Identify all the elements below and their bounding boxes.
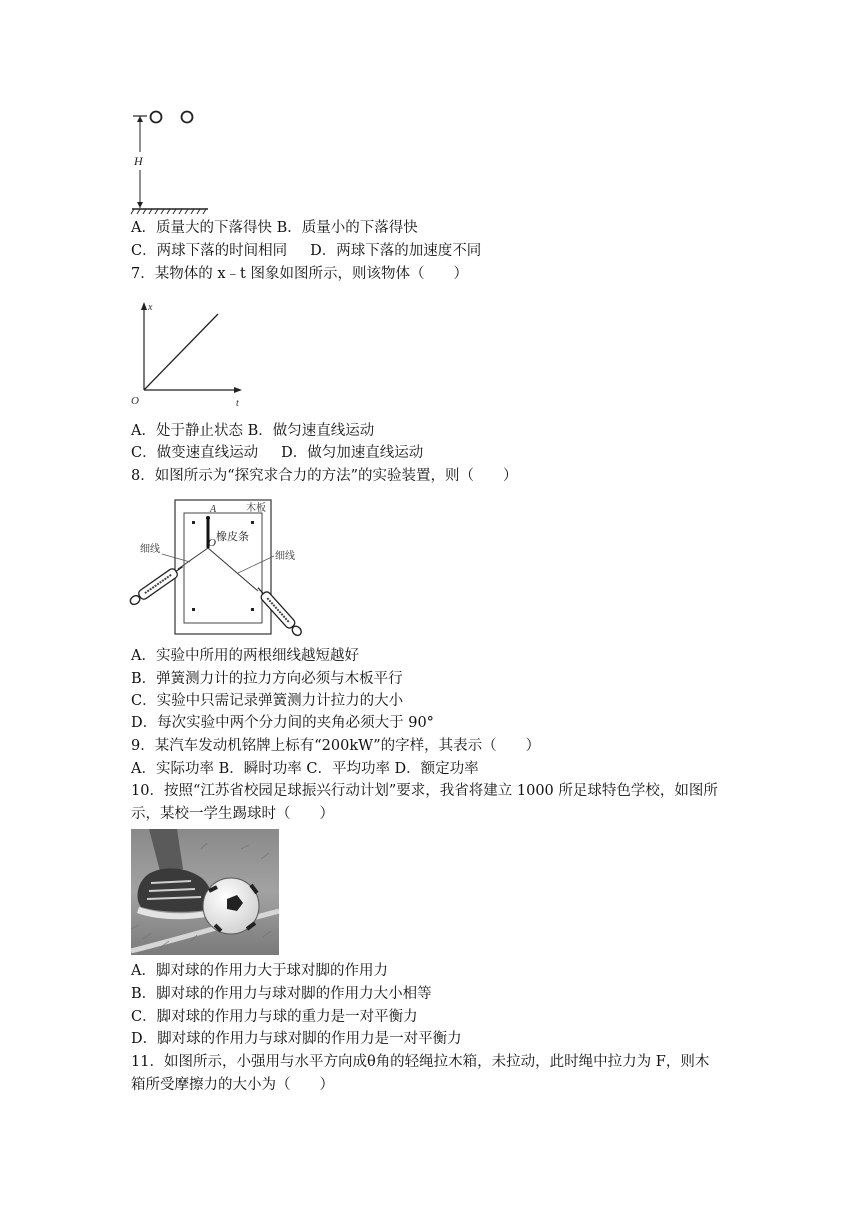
q7-stem: 7．某物体的 x﹣t 图象如图所示，则该物体（ ）	[131, 266, 468, 282]
q6-figure	[128, 104, 212, 216]
q9-options: A．实际功率 B．瞬时功率 C．平均功率 D．额定功率	[131, 761, 479, 777]
origin-label: O	[131, 395, 139, 407]
q8-option-c: C．实验中只需记录弹簧测力计拉力的大小	[131, 693, 404, 709]
q6-options-ab: A．质量大的下落得快 B．质量小的下落得快	[131, 220, 418, 236]
q10-option-d: D．脚对球的作用力与球对脚的作用力是一对平衡力	[131, 1031, 462, 1047]
q10-option-b: B．脚对球的作用力与球对脚的作用力大小相等	[131, 986, 432, 1002]
q9-stem: 9．某汽车发动机铭牌上标有“200kW”的字样，其表示（ ）	[131, 738, 541, 754]
q6-options-cd: C．两球下落的时间相同 D．两球下落的加速度不同	[131, 243, 482, 259]
q8-option-d: D．每次实验中两个分力间的夹角必须大于 90°	[131, 715, 434, 731]
q7-options-ab: A．处于静止状态 B．做匀速直线运动	[131, 423, 375, 439]
soccer-kick-photo	[131, 829, 279, 955]
point-o-label: O	[208, 537, 216, 549]
q11-stem-line1: 11．如图所示，小强用与水平方向成θ角的轻绳拉木箱，未拉动，此时绳中拉力为 F，则木	[131, 1054, 710, 1070]
q11-stem-line2: 箱所受摩擦力的大小为（ ）	[131, 1077, 334, 1093]
q7-options-cd: C．做变速直线运动 D．做匀加速直线运动	[131, 445, 424, 461]
spring-scale-left	[128, 563, 185, 607]
q8-apparatus-figure	[128, 496, 308, 640]
x-axis-label: x	[148, 302, 153, 313]
q10-stem-line2: 示，某校一学生踢球时（ ）	[131, 806, 334, 822]
thread-label-right: 细线	[275, 551, 295, 562]
q8-stem: 8．如图所示为“探究求合力的方法”的实验装置，则（ ）	[131, 468, 518, 484]
height-label: H	[134, 154, 143, 168]
q10-option-a: A．脚对球的作用力大于球对脚的作用力	[131, 963, 388, 979]
thread-label-left: 细线	[140, 544, 160, 555]
q7-xt-graph	[128, 296, 248, 412]
q10-option-c: C．脚对球的作用力与球的重力是一对平衡力	[131, 1009, 418, 1025]
board-label: 木板	[246, 503, 266, 514]
point-a-label: A	[210, 504, 217, 515]
q8-option-a: A．实验中所用的两根细线越短越好	[131, 648, 359, 664]
t-axis-label: t	[236, 398, 239, 409]
rubber-band-label: 橡皮条	[216, 531, 249, 543]
q10-stem-line1: 10．按照“江苏省校园足球振兴行动计划”要求，我省将建立 1000 所足球特色学校，如图所	[131, 783, 718, 799]
q8-option-b: B．弹簧测力计的拉力方向必须与木板平行	[131, 671, 403, 687]
